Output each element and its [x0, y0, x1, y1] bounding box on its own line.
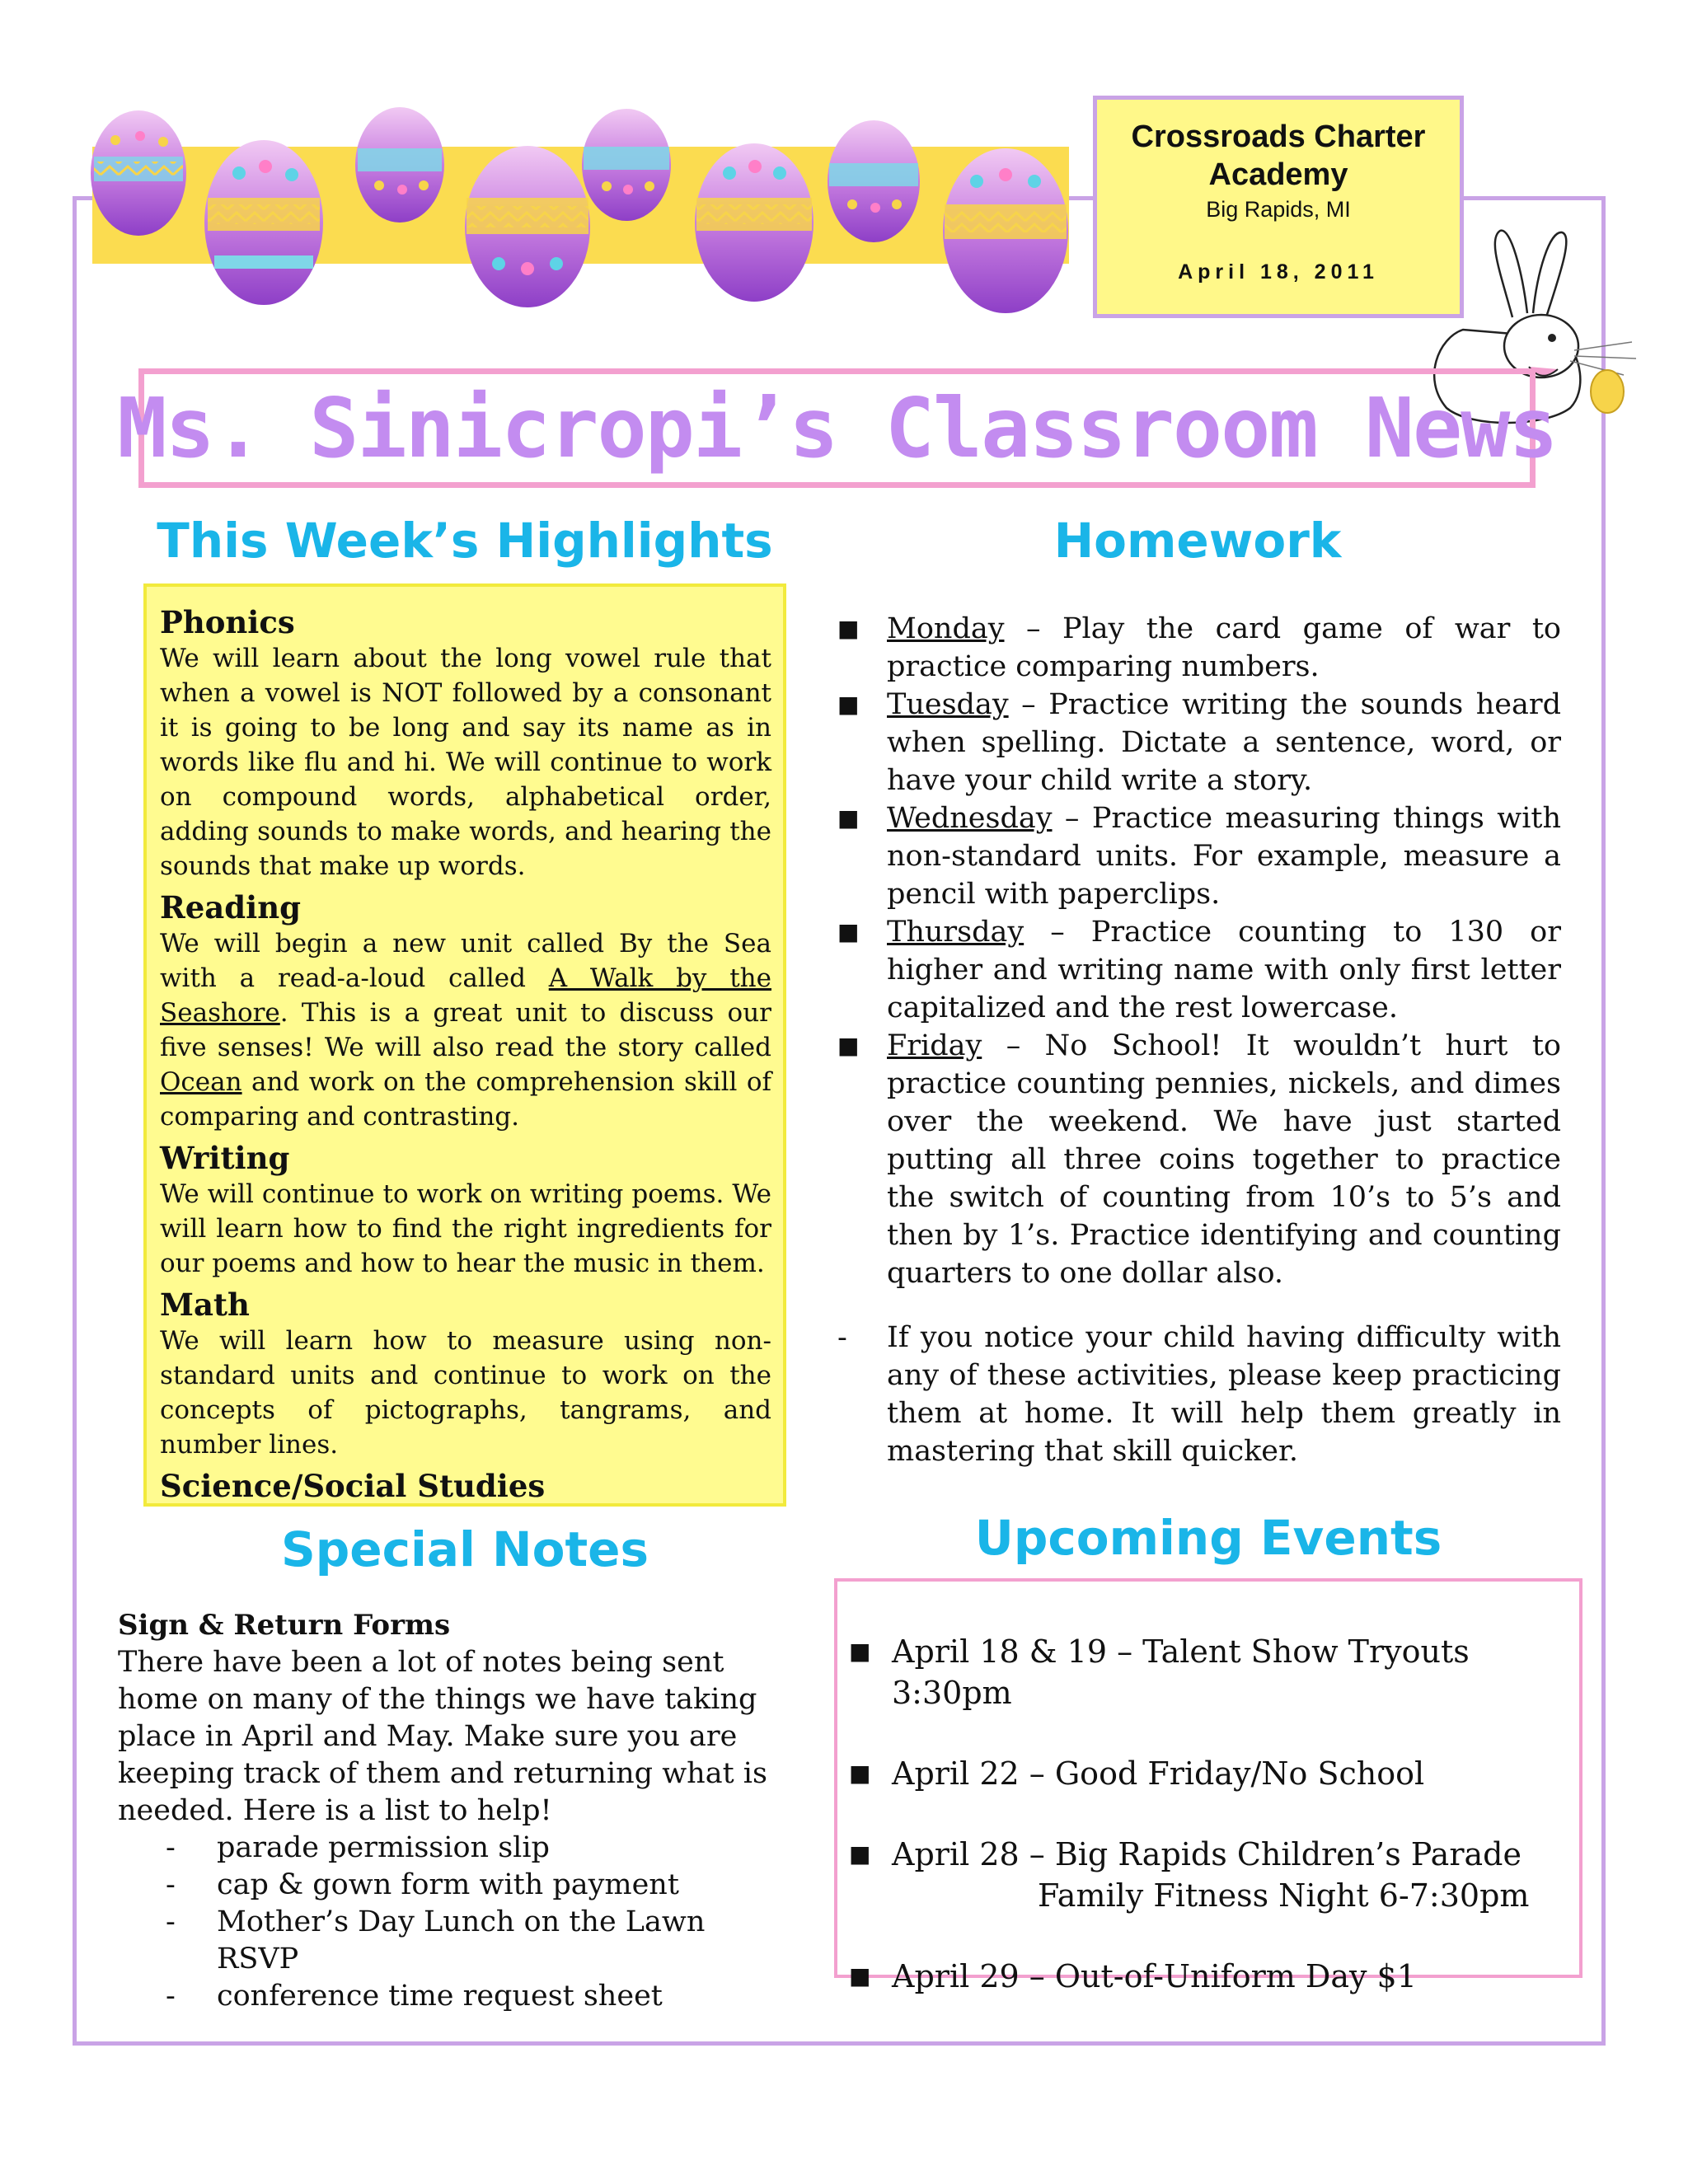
square-bullet-icon: ■ — [837, 1032, 860, 1059]
reading-heading: Reading — [160, 889, 301, 926]
forms-text: There have been a lot of notes being sent home on many of the things we have taking place in April and May. Make sure you are keeping track of them and returning what is needed. Here is a list to help! — [118, 1646, 767, 1827]
writing-text: We will continue to work on writing poems. We will learn how to find the right ingredients for our poems and how to hear the music in them. — [160, 1179, 771, 1278]
list-item — [118, 1830, 794, 1867]
square-bullet-icon: ■ — [837, 918, 860, 945]
homework-item — [834, 1027, 1561, 1292]
homework-item — [834, 913, 1561, 1027]
homework-item — [834, 799, 1561, 913]
list-item — [118, 1978, 794, 2015]
phonics-text: We will learn about the long vowel rule that when a vowel is NOT followed by a consonant it is going to be long and say its name as in words like flu and hi. We will continue to work on compound words, alphabetical order, adding sounds to make words, and hearing the sounds that make up words. — [160, 644, 771, 881]
newsletter-title: Ms. Sinicropi’s Classroom News — [117, 380, 1557, 476]
list-item — [118, 1867, 794, 1904]
list-item-text: parade permission slip — [217, 1831, 550, 1864]
list-item-text: conference time request sheet — [217, 1980, 663, 2013]
homework-item — [834, 686, 1561, 799]
homework-text: – Practice writing the sounds heard when spelling. Dictate a sentence, word, or have your child write a story. — [887, 688, 1561, 797]
homework-heading: Homework — [1053, 513, 1342, 569]
easter-egg-8 — [943, 148, 1068, 313]
highlights-heading: This Week’s Highlights — [157, 513, 773, 569]
list-item-text: cap & gown form with payment — [217, 1868, 679, 1901]
homework-note — [834, 1319, 1561, 1470]
easter-egg-5 — [582, 109, 671, 221]
upcoming-events-box — [834, 1578, 1582, 1994]
easter-egg-3 — [355, 107, 444, 223]
dash-bullet: - — [166, 1980, 176, 2013]
book-title-seashore: A Walk by the Seashore — [160, 963, 771, 1028]
title-box — [117, 368, 1557, 488]
newsletter-date: April 18, 2011 — [1178, 260, 1379, 284]
easter-egg-4 — [465, 146, 590, 307]
easter-egg-7 — [828, 120, 920, 242]
square-bullet-icon: ■ — [849, 1962, 871, 1990]
dash-bullet: - — [837, 1321, 847, 1354]
school-city: Big Rapids, MI — [1206, 197, 1351, 222]
special-notes — [118, 1607, 794, 2015]
square-bullet-icon: ■ — [849, 1760, 871, 1787]
event-item — [837, 1631, 1579, 1713]
easter-egg-6 — [695, 143, 814, 302]
event-item — [837, 1753, 1579, 1794]
event-item — [837, 1834, 1579, 1916]
reading-text-1: We will begin a new unit called By the Sea with a read-a-loud called — [160, 929, 771, 993]
science-text — [160, 1505, 771, 1507]
dash-bullet: - — [166, 1831, 176, 1864]
homework-item — [834, 610, 1561, 686]
square-bullet-icon: ■ — [849, 1638, 871, 1665]
list-item — [118, 1904, 794, 1978]
dash-bullet: - — [166, 1868, 176, 1901]
math-text: We will learn how to measure using non-standard units and continue to work on the concepts of pictographs, tangrams, and number lines. — [160, 1326, 771, 1460]
homework-text: – Play the card game of war to practice comparing numbers. — [887, 612, 1561, 683]
school-name: Crossroads Charter Academy — [1131, 120, 1426, 192]
forms-list — [118, 1830, 794, 2015]
reading-text — [160, 926, 771, 1134]
event-text: April 29 – Out-of-Uniform Day $1 — [892, 1958, 1417, 1994]
event-text: April 22 – Good Friday/No School — [892, 1755, 1425, 1792]
homework-day: Friday — [887, 1029, 982, 1062]
homework-day: Monday — [887, 612, 1005, 645]
dash-bullet: - — [166, 1905, 176, 1938]
highlights-box — [143, 583, 786, 1507]
reading-text-3: and work on the comprehension skill of comparing and contrasting. — [160, 1067, 771, 1132]
event-text: April 18 & 19 – Talent Show Tryouts 3:30pm — [892, 1633, 1470, 1711]
homework-note-text: If you notice your child having difficulty with any of these activities, please keep practicing them at home. It will help them greatly in mastering that skill quicker. — [887, 1321, 1561, 1468]
list-item-text: Mother’s Day Lunch on the Lawn RSVP — [217, 1905, 706, 1975]
phonics-heading: Phonics — [160, 604, 295, 640]
square-bullet-icon: ■ — [837, 691, 860, 718]
homework-day: Thursday — [887, 916, 1025, 949]
easter-egg-1 — [91, 110, 186, 236]
homework-day: Wednesday — [887, 802, 1053, 835]
special-notes-heading: Special Notes — [280, 1521, 649, 1577]
forms-subheading: Sign & Return Forms — [118, 1609, 451, 1642]
homework-text: – Practice measuring things with non-standard units. For example, measure a pencil with paperclips. — [887, 802, 1561, 911]
easter-egg-2 — [204, 140, 323, 305]
math-heading: Math — [160, 1286, 250, 1323]
event-subtext: Family Fitness Night 6-7:30pm — [1038, 1877, 1530, 1914]
easter-eggs-illustration — [82, 107, 1088, 338]
writing-heading: Writing — [160, 1140, 290, 1176]
reading-text-2: . This is a great unit to discuss our five senses! We will also read the story called — [160, 998, 771, 1062]
homework-text: – No School! It wouldn’t hurt to practice counting pennies, nickels, and dimes over the weekend. We have just started putting all three coins together to practice the switch of counting from 10’s to 5’s and then by 1’s. Practice identifying and counting quarters to one dollar also. — [887, 1029, 1561, 1290]
events-list — [837, 1631, 1579, 2036]
event-text: April 28 – Big Rapids Children’s Parade — [892, 1836, 1522, 1872]
homework-list — [834, 610, 1561, 1292]
square-bullet-icon: ■ — [849, 1840, 871, 1868]
book-title-ocean: Ocean — [160, 1067, 242, 1097]
square-bullet-icon: ■ — [837, 804, 860, 832]
homework-day: Tuesday — [887, 688, 1009, 721]
science-heading: Science/Social Studies — [160, 1468, 546, 1504]
homework-text: – Practice counting to 130 or higher and writing name with only first letter capitalized and the rest lowercase. — [887, 916, 1561, 1024]
event-item — [837, 1956, 1579, 1997]
square-bullet-icon: ■ — [837, 615, 860, 642]
upcoming-events-heading: Upcoming Events — [974, 1510, 1442, 1566]
